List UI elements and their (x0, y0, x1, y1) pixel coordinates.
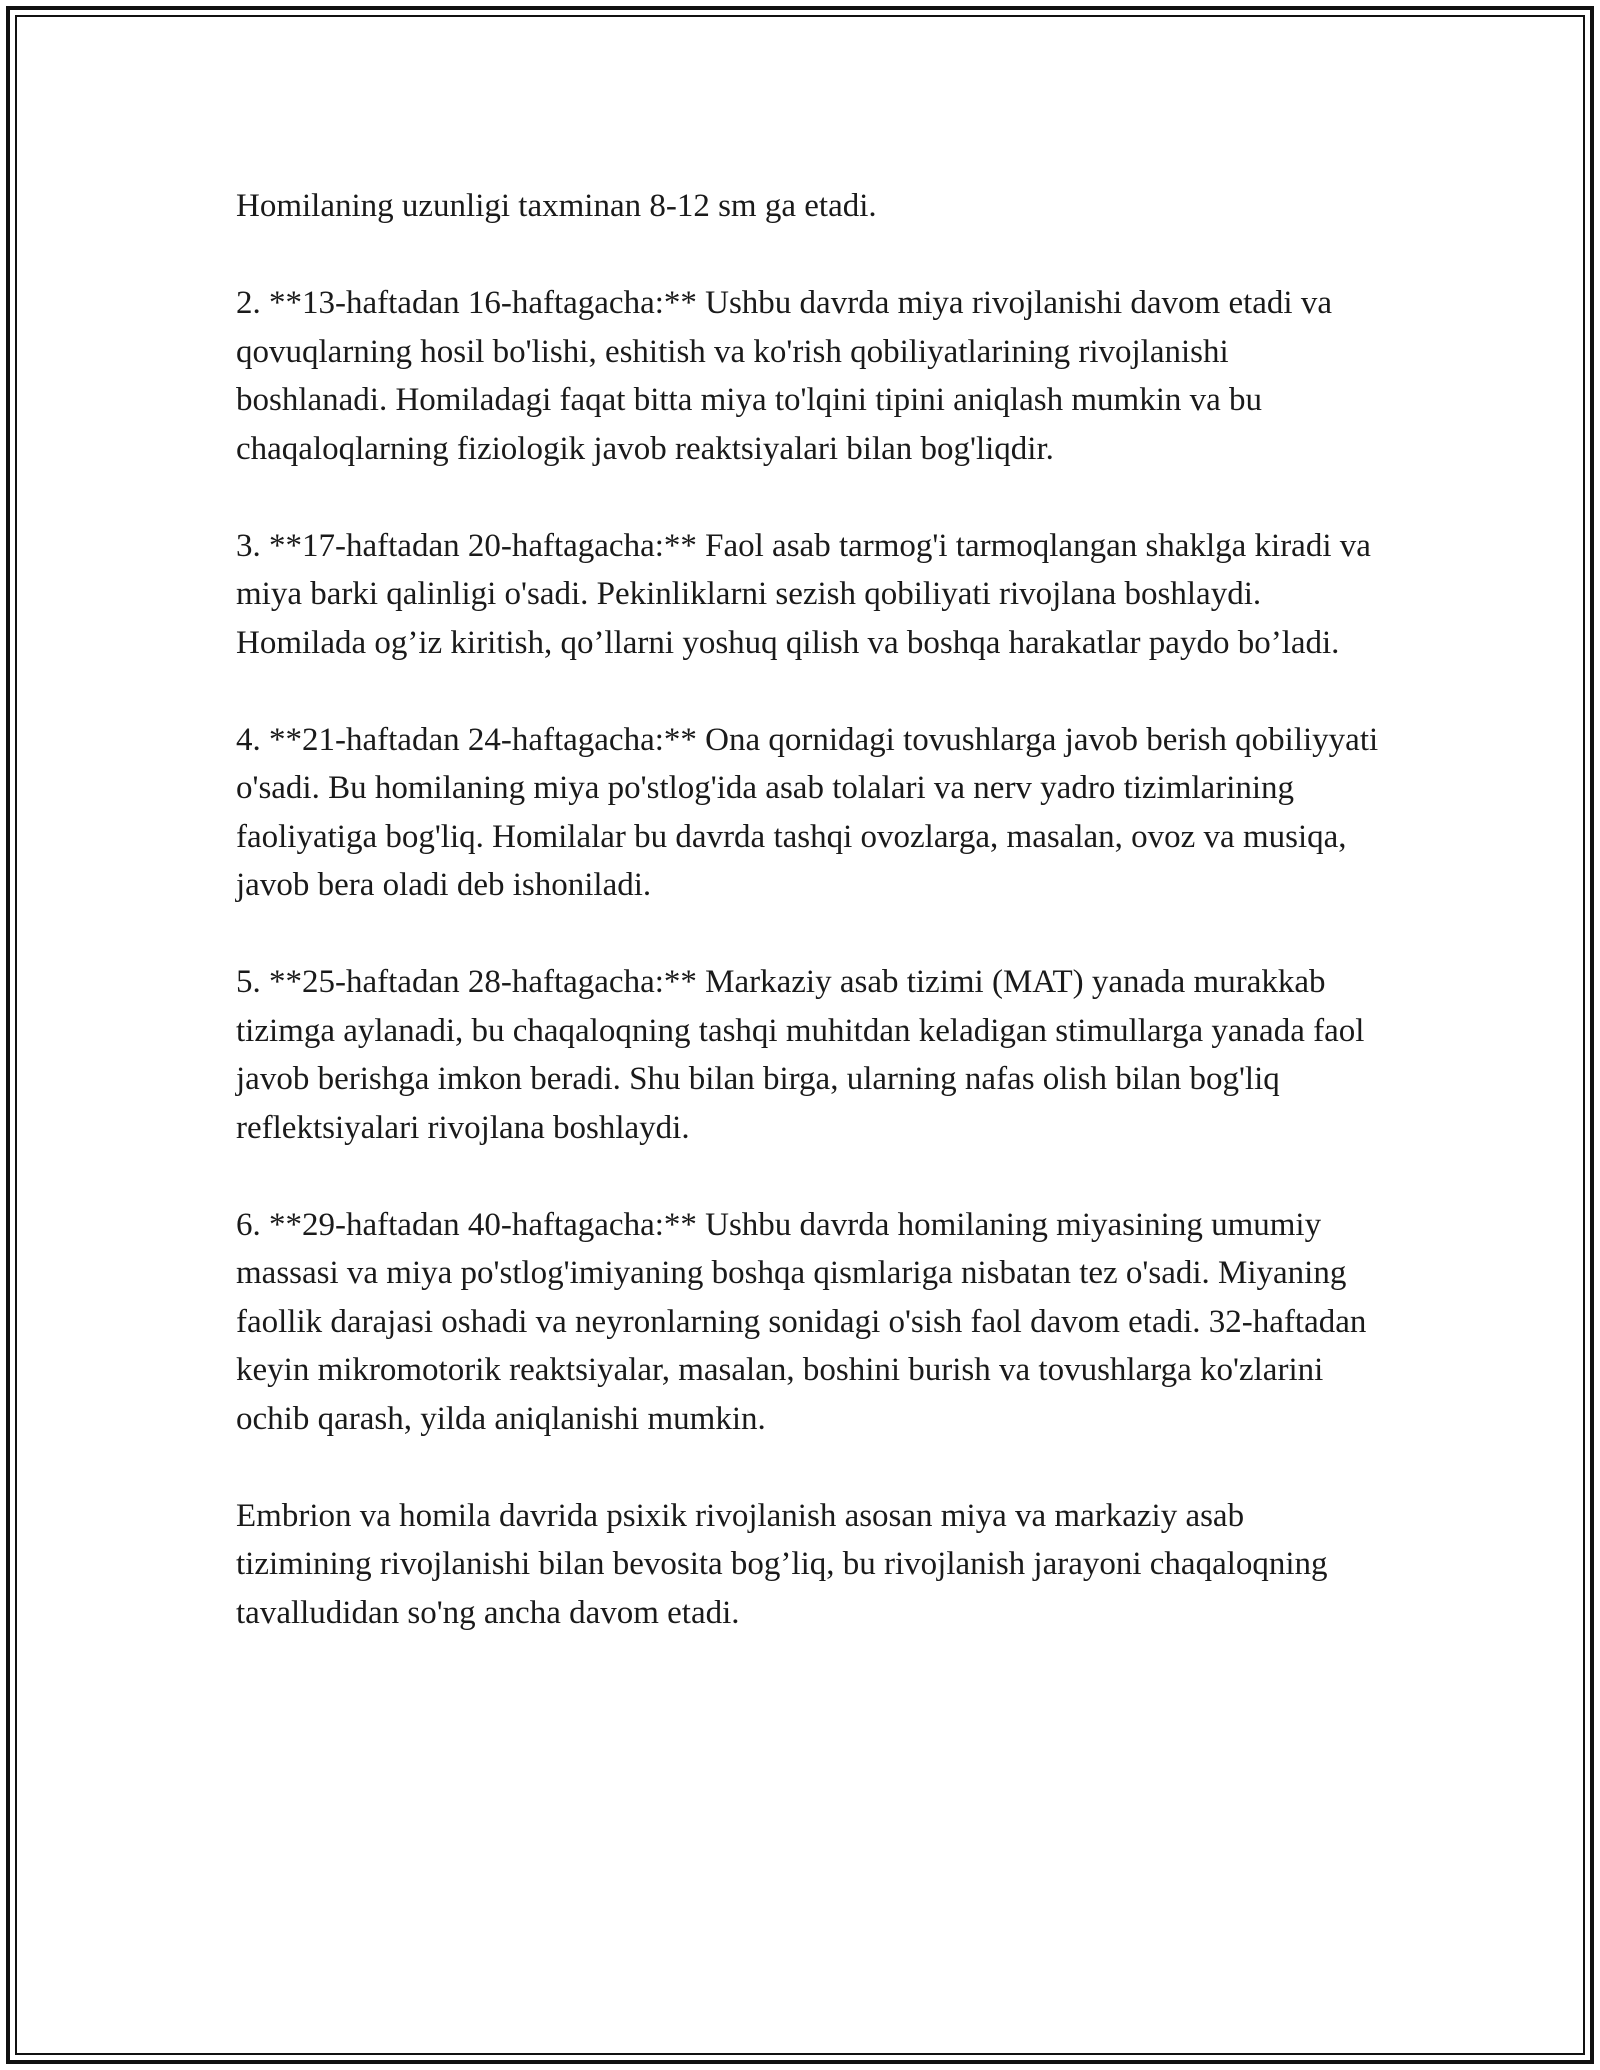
paragraph-week-21-24: 4. **21-haftadan 24-haftagacha:** Ona qornidagi tovushlarga javob berish qobiliyyati o'sadi. Bu homilaning miya po'stlog'ida asab tolalari va nerv yadro tizimlarining faoliyatiga bog'liq. Homilalar bu davrda tashqi ovozlarga, masalan, ovoz va musiqa, javob bera oladi deb ishoniladi. (236, 721, 1379, 903)
paragraph-week-29-40: 6. **29-haftadan 40-haftagacha:** Ushbu davrda homilaning miyasining umumiy massasi va miya po'stlog'imiyaning boshqa qismlariga nisbatan tez o'sadi. Miyaning faollik darajasi oshadi va neyronlarning sonidagi o'sish faol davom etadi. 32-haftadan keyin mikromotorik reaktsiyalar, masalan, boshini burish va tovushlarga ko'zlarini ochib qarash, yilda aniqlanishi mumkin. (236, 1206, 1367, 1437)
paragraph-conclusion: Embrion va homila davrida psixik rivojlanish asosan miya va markaziy asab tizimining rivojlanishi bilan bevosita bog’liq, bu rivojlanish jarayoni chaqaloqning tavalludidan so'ng ancha davom etadi. (236, 1497, 1328, 1631)
paragraph-intro: Homilaning uzunligi taxminan 8-12 sm ga etadi. (236, 188, 877, 224)
paragraph-week-13-16: 2. **13-haftadan 16-haftagacha:** Ushbu davrda miya rivojlanishi davom etadi va qovuqlarning hosil bo'lishi, eshitish va ko'rish qobiliyatlarining rivojlanishi boshlanadi. Homiladagi faqat bitta miya to'lqini tipini aniqlash mumkin va bu chaqaloqlarning fiziologik javob reaktsiyalari bilan bog'liqdir. (236, 285, 1332, 467)
document-body (236, 182, 1386, 1686)
paragraph-week-17-20: 3. **17-haftadan 20-haftagacha:** Faol asab tarmog'i tarmoqlangan shaklga kiradi va miya barki qalinligi o'sadi. Pekinliklarni sezish qobiliyati rivojlana boshlaydi. Homilada og’iz kiritish, qo’llarni yoshuq qilish va boshqa harakatlar paydo bo’ladi. (236, 527, 1371, 661)
paragraph-week-25-28: 5. **25-haftadan 28-haftagacha:** Markaziy asab tizimi (MAT) yanada murakkab tizimga aylanadi, bu chaqaloqning tashqi muhitdan keladigan stimullarga yanada faol javob berishga imkon beradi. Shu bilan birga, ularning nafas olish bilan bog'liq reflektsiyalari rivojlana boshlaydi. (236, 964, 1365, 1146)
